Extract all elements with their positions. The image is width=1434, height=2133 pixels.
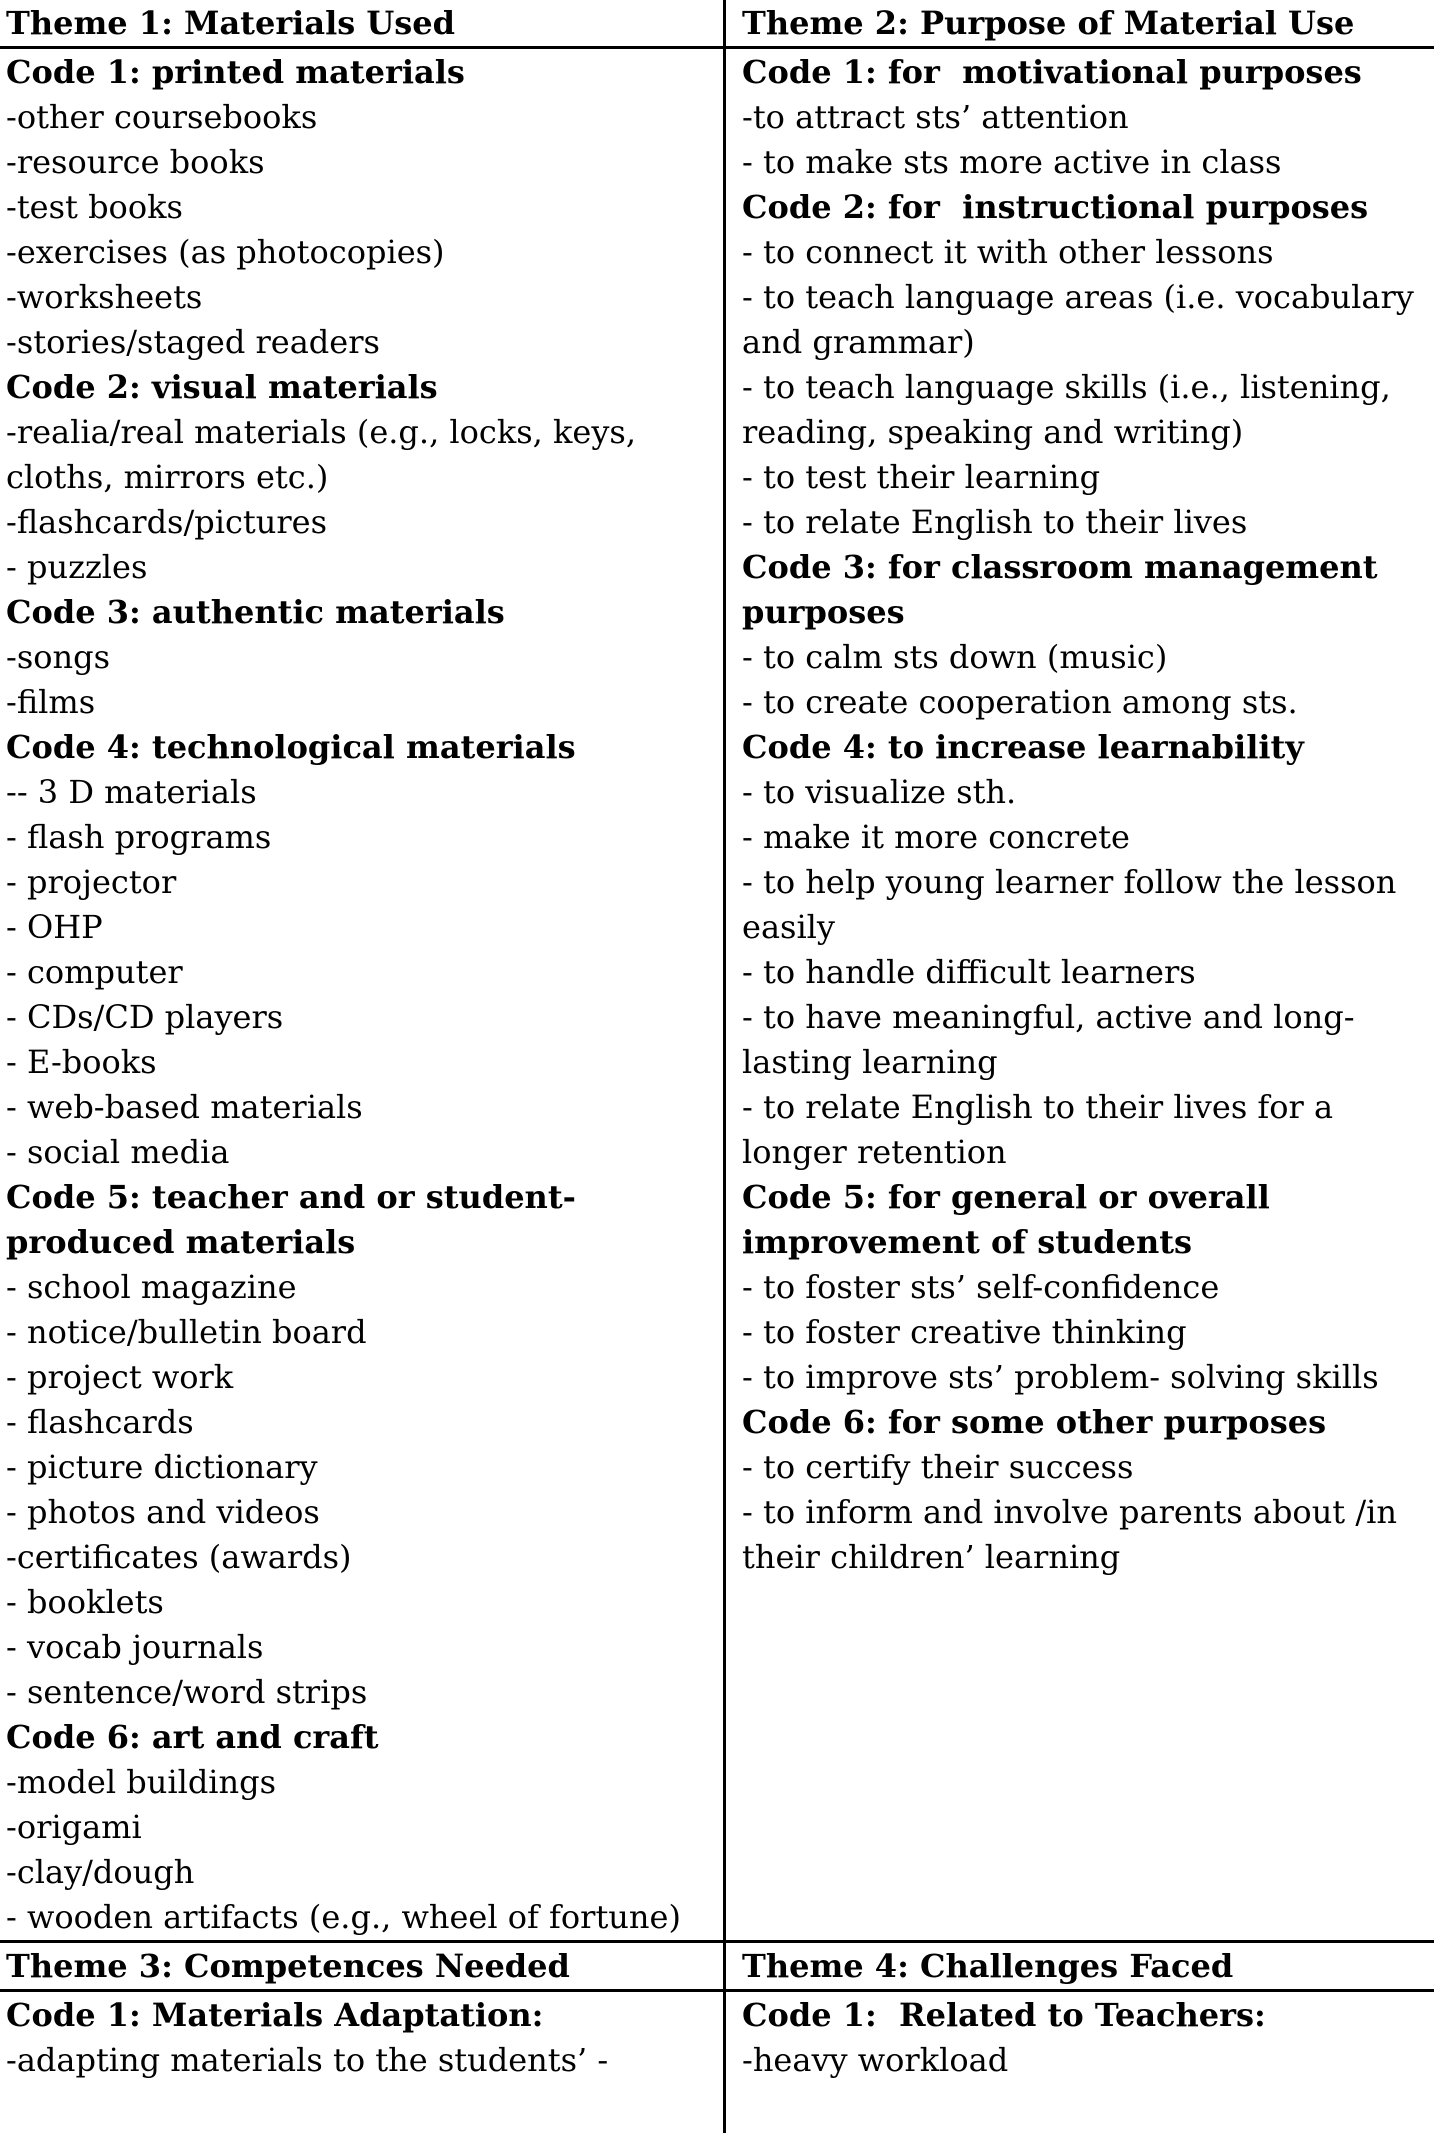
code-item: - flashcards bbox=[6, 1403, 194, 1441]
code-heading: Code 5: teacher and or student-produced materials bbox=[6, 1178, 576, 1261]
code-item: - to help young learner follow the lesson easily bbox=[742, 863, 1407, 946]
code-item: -test books bbox=[6, 188, 183, 226]
code-item: -origami bbox=[6, 1808, 142, 1846]
code-item: - to relate English to their lives bbox=[742, 503, 1248, 541]
theme-1-codes-cell bbox=[0, 49, 726, 1940]
code-heading: Code 1: Materials Adaptation: bbox=[6, 1996, 544, 2034]
code-item: - computer bbox=[6, 953, 183, 991]
code-item: - to create cooperation among sts. bbox=[742, 683, 1298, 721]
code-item: - project work bbox=[6, 1358, 234, 1396]
code-item: - to certify their success bbox=[742, 1448, 1134, 1486]
code-item: - puzzles bbox=[6, 548, 148, 586]
theme-1-header: Theme 1: Materials Used bbox=[0, 0, 726, 46]
code-item: -stories/staged readers bbox=[6, 323, 380, 361]
code-item: - to have meaningful, active and long-lasting learning bbox=[742, 998, 1355, 1081]
theme-body-row-2 bbox=[0, 1992, 1434, 2133]
code-item: - to teach language areas (i.e. vocabulary and grammar) bbox=[742, 278, 1424, 361]
code-item: -certificates (awards) bbox=[6, 1538, 352, 1576]
code-item: - to calm sts down (music) bbox=[742, 638, 1168, 676]
code-heading: Code 5: for general or overall improvement of students bbox=[742, 1178, 1281, 1261]
code-item: - E-books bbox=[6, 1043, 157, 1081]
code-item: - to foster creative thinking bbox=[742, 1313, 1187, 1351]
code-heading: Code 6: for some other purposes bbox=[742, 1403, 1327, 1441]
code-item: -worksheets bbox=[6, 278, 203, 316]
code-heading: Code 4: technological materials bbox=[6, 728, 576, 766]
code-item: - school magazine bbox=[6, 1268, 297, 1306]
code-item: -model buildings bbox=[6, 1763, 277, 1801]
code-item: - to make sts more active in class bbox=[742, 143, 1282, 181]
code-item: - social media bbox=[6, 1133, 230, 1171]
theme-2-codes-cell bbox=[726, 49, 1434, 1940]
theme-4-header: Theme 4: Challenges Faced bbox=[742, 1947, 1234, 1985]
code-item: - to handle difficult learners bbox=[742, 953, 1196, 991]
theme-3-header: Theme 3: Competences Needed bbox=[0, 1943, 726, 1989]
code-heading: Code 4: to increase learnability bbox=[742, 728, 1304, 766]
code-heading: Code 1: Related to Teachers: bbox=[742, 1996, 1266, 2034]
code-heading: Code 3: for classroom management purposes bbox=[742, 548, 1389, 631]
theme-3-codes-cell bbox=[0, 1992, 726, 2133]
code-item: - projector bbox=[6, 863, 177, 901]
code-item: - to foster sts’ self-confidence bbox=[742, 1268, 1220, 1306]
code-item: - to relate English to their lives for a longer retention bbox=[742, 1088, 1344, 1171]
code-item: - web-based materials bbox=[6, 1088, 363, 1126]
code-item: - to connect it with other lessons bbox=[742, 233, 1274, 271]
code-item: -songs bbox=[6, 638, 111, 676]
code-item: - notice/bulletin board bbox=[6, 1313, 367, 1351]
code-heading: Code 1: printed materials bbox=[6, 53, 465, 91]
code-item: -other coursebooks bbox=[6, 98, 318, 136]
code-heading: Code 3: authentic materials bbox=[6, 593, 505, 631]
code-item: - CDs/CD players bbox=[6, 998, 284, 1036]
code-item: -exercises (as photocopies) bbox=[6, 233, 445, 271]
code-item: - booklets bbox=[6, 1583, 164, 1621]
theme-header-row-1 bbox=[0, 0, 1434, 49]
code-item: - flash programs bbox=[6, 818, 272, 856]
theme-header-row-2 bbox=[0, 1940, 1434, 1992]
code-item: -to attract sts’ attention bbox=[742, 98, 1129, 136]
code-item: -resource books bbox=[6, 143, 265, 181]
theme-body-row-1 bbox=[0, 49, 1434, 1940]
code-item: - to improve sts’ problem- solving skills bbox=[742, 1358, 1379, 1396]
code-item: -films bbox=[6, 683, 96, 721]
code-item: - to test their learning bbox=[742, 458, 1101, 496]
code-item: - picture dictionary bbox=[6, 1448, 318, 1486]
code-heading: Code 6: art and craft bbox=[6, 1718, 379, 1756]
code-heading: Code 2: visual materials bbox=[6, 368, 438, 406]
code-item: - to teach language skills (i.e., listening, reading, speaking and writing) bbox=[742, 368, 1401, 451]
code-item: -clay/dough bbox=[6, 1853, 195, 1891]
code-item: - make it more concrete bbox=[742, 818, 1130, 856]
code-item: - OHP bbox=[6, 908, 103, 946]
code-item: - photos and videos bbox=[6, 1493, 320, 1531]
code-item: - sentence/word strips bbox=[6, 1673, 368, 1711]
code-item: -- 3 D materials bbox=[6, 773, 257, 811]
code-heading: Code 2: for instructional purposes bbox=[742, 188, 1369, 226]
theme-4-codes-cell bbox=[726, 1992, 1434, 2133]
code-item: - to inform and involve parents about /in their children’ learning bbox=[742, 1493, 1408, 1576]
code-item: -realia/real materials (e.g., locks, keys, cloths, mirrors etc.) bbox=[6, 413, 647, 496]
code-item: -flashcards/pictures bbox=[6, 503, 328, 541]
code-item: - vocab journals bbox=[6, 1628, 264, 1666]
code-item: - wooden artifacts (e.g., wheel of fortune) bbox=[6, 1898, 681, 1936]
theme-2-header: Theme 2: Purpose of Material Use bbox=[742, 4, 1355, 42]
code-item: -heavy workload bbox=[742, 2041, 1009, 2079]
code-heading: Code 1: for motivational purposes bbox=[742, 53, 1362, 91]
code-item: - to visualize sth. bbox=[742, 773, 1017, 811]
code-item: -adapting materials to the students’ - bbox=[6, 2041, 609, 2079]
